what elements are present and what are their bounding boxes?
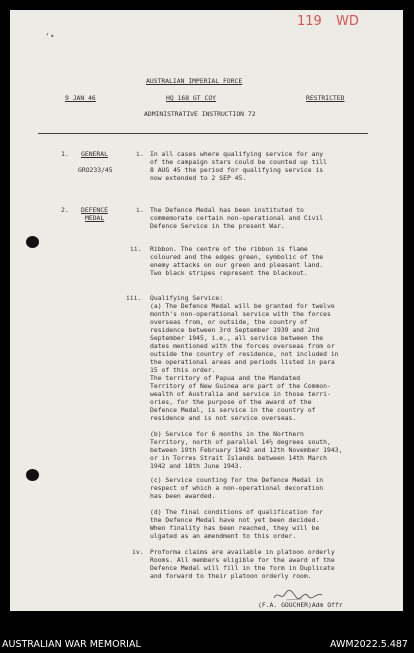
item-number: iv. <box>132 548 144 556</box>
reference-number: GRO233/45 <box>78 166 113 174</box>
signature-scribble-icon <box>272 588 324 602</box>
item-number: ii. <box>130 245 142 253</box>
instruction-title: ADMINISTRATIVE INSTRUCTION 72 <box>144 110 256 118</box>
handwritten-initials: WD <box>336 14 359 29</box>
item-number: iii. <box>126 294 142 302</box>
signature-block: (F.A. GOUCHER)Adm Offr <box>258 601 343 609</box>
footer-accession-number: AWM2022.5.487 <box>330 639 408 650</box>
hq-line: HQ 168 GT COY <box>166 94 217 102</box>
paper-mark-icon: ‘• <box>45 32 55 41</box>
handwritten-number: 119 <box>297 14 322 29</box>
footer-institution: AUSTRALIAN WAR MEMORIAL <box>2 639 141 650</box>
section-heading-general: GENERAL <box>81 150 108 158</box>
item-number: i. <box>136 150 144 158</box>
section-heading-medal: MEDAL <box>85 214 105 222</box>
item-number: i. <box>136 206 144 214</box>
section-number-2: 2. <box>61 206 69 214</box>
section-heading-defence: DEFENCE <box>81 206 108 214</box>
force-heading: AUSTRALIAN IMPERIAL FORCE <box>146 77 243 85</box>
punch-hole-lower <box>26 469 39 481</box>
document-date: 9 JAN 46 <box>65 94 96 102</box>
header-rule <box>38 133 368 134</box>
section-number-1: 1. <box>61 150 69 158</box>
handwritten-signature <box>272 587 324 601</box>
classification: RESTRICTED <box>306 94 345 102</box>
punch-hole-upper <box>26 236 39 248</box>
